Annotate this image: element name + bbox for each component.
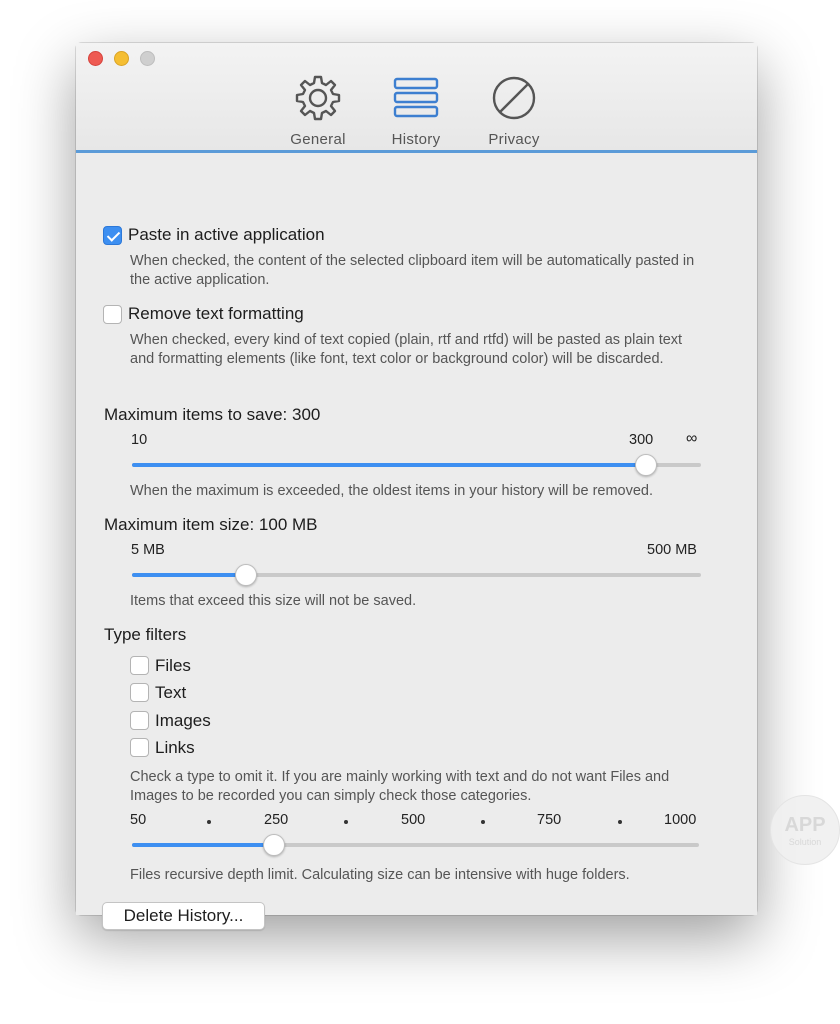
depth-slider[interactable] bbox=[132, 843, 699, 847]
filter-text-label: Text bbox=[155, 683, 187, 702]
zoom-button[interactable] bbox=[140, 51, 155, 66]
filter-text-checkbox[interactable] bbox=[130, 683, 149, 702]
toolbar bbox=[76, 43, 757, 153]
tab-general[interactable] bbox=[276, 73, 360, 149]
watermark-main: APP bbox=[784, 814, 826, 836]
remove-formatting-checkbox[interactable] bbox=[103, 305, 122, 324]
max-size-description: Items that exceed this size will not be saved. bbox=[130, 593, 417, 609]
tab-history[interactable] bbox=[374, 73, 458, 149]
max-items-description: When the maximum is exceeded, the oldest items in your history will be removed. bbox=[130, 483, 654, 499]
tab-privacy[interactable] bbox=[472, 73, 556, 149]
max-size-min-label: 5 MB bbox=[131, 542, 165, 558]
tab-general-label: General bbox=[290, 131, 346, 148]
gear-icon bbox=[293, 73, 343, 123]
max-items-slider-knob[interactable] bbox=[635, 454, 657, 476]
depth-tick-dot bbox=[481, 820, 485, 824]
max-size-title: Maximum item size: 100 MB bbox=[104, 515, 318, 534]
filter-links-checkbox[interactable] bbox=[130, 738, 149, 757]
max-items-value-label: 300 bbox=[629, 432, 654, 448]
type-filters-description: Check a type to omit it. If you are mainly working with text and do not want Files and Images to be recorded you can simply check those categories. bbox=[130, 769, 670, 804]
remove-formatting-label: Remove text formatting bbox=[128, 304, 304, 323]
depth-tick-50: 50 bbox=[130, 812, 147, 828]
depth-tick-500: 500 bbox=[401, 812, 426, 828]
type-filters-title: Type filters bbox=[104, 625, 187, 644]
max-items-max-label: ∞ bbox=[686, 430, 698, 447]
prohibited-icon bbox=[489, 73, 539, 123]
filter-links-label: Links bbox=[155, 738, 195, 757]
remove-formatting-description: When checked, every kind of text copied (plain, rtf and rtfd) will be pasted as plain text and formatting elements (like font, text color or background color) will be discarded. bbox=[130, 332, 683, 367]
depth-tick-1000: 1000 bbox=[664, 812, 697, 828]
filter-files-checkbox[interactable] bbox=[130, 656, 149, 675]
paste-label: Paste in active application bbox=[128, 225, 325, 244]
filter-files-label: Files bbox=[155, 656, 191, 675]
max-items-title: Maximum items to save: 300 bbox=[104, 405, 321, 424]
tab-privacy-label: Privacy bbox=[488, 131, 540, 148]
depth-tick-dot bbox=[344, 820, 348, 824]
max-size-slider[interactable] bbox=[132, 573, 701, 577]
history-pane bbox=[76, 156, 757, 925]
max-items-slider-fill bbox=[132, 463, 646, 467]
depth-description: Files recursive depth limit. Calculating size can be intensive with huge folders. bbox=[130, 867, 630, 883]
minimize-button[interactable] bbox=[114, 51, 129, 66]
preferences-window bbox=[76, 43, 757, 925]
max-size-slider-knob[interactable] bbox=[235, 564, 257, 586]
filter-images-checkbox[interactable] bbox=[130, 711, 149, 730]
filter-images-label: Images bbox=[155, 711, 211, 730]
depth-tick-dot bbox=[618, 820, 622, 824]
max-items-slider[interactable] bbox=[132, 463, 701, 467]
depth-tick-750: 750 bbox=[537, 812, 562, 828]
depth-slider-knob[interactable] bbox=[263, 834, 285, 856]
paste-checkbox[interactable] bbox=[103, 226, 122, 245]
watermark-logo bbox=[770, 795, 840, 865]
close-button[interactable] bbox=[88, 51, 103, 66]
depth-tick-dot bbox=[207, 820, 211, 824]
tab-history-label: History bbox=[391, 131, 441, 148]
depth-tick-250: 250 bbox=[264, 812, 289, 828]
list-icon bbox=[391, 73, 441, 123]
max-items-min-label: 10 bbox=[131, 432, 148, 448]
paste-description: When checked, the content of the selected clipboard item will be automatically pasted in the active application. bbox=[130, 253, 695, 288]
max-size-max-label: 500 MB bbox=[647, 542, 697, 558]
depth-slider-fill bbox=[132, 843, 274, 847]
delete-history-button[interactable]: Delete History... bbox=[102, 902, 265, 930]
max-size-slider-fill bbox=[132, 573, 246, 577]
watermark-sub: Solution bbox=[788, 837, 822, 847]
